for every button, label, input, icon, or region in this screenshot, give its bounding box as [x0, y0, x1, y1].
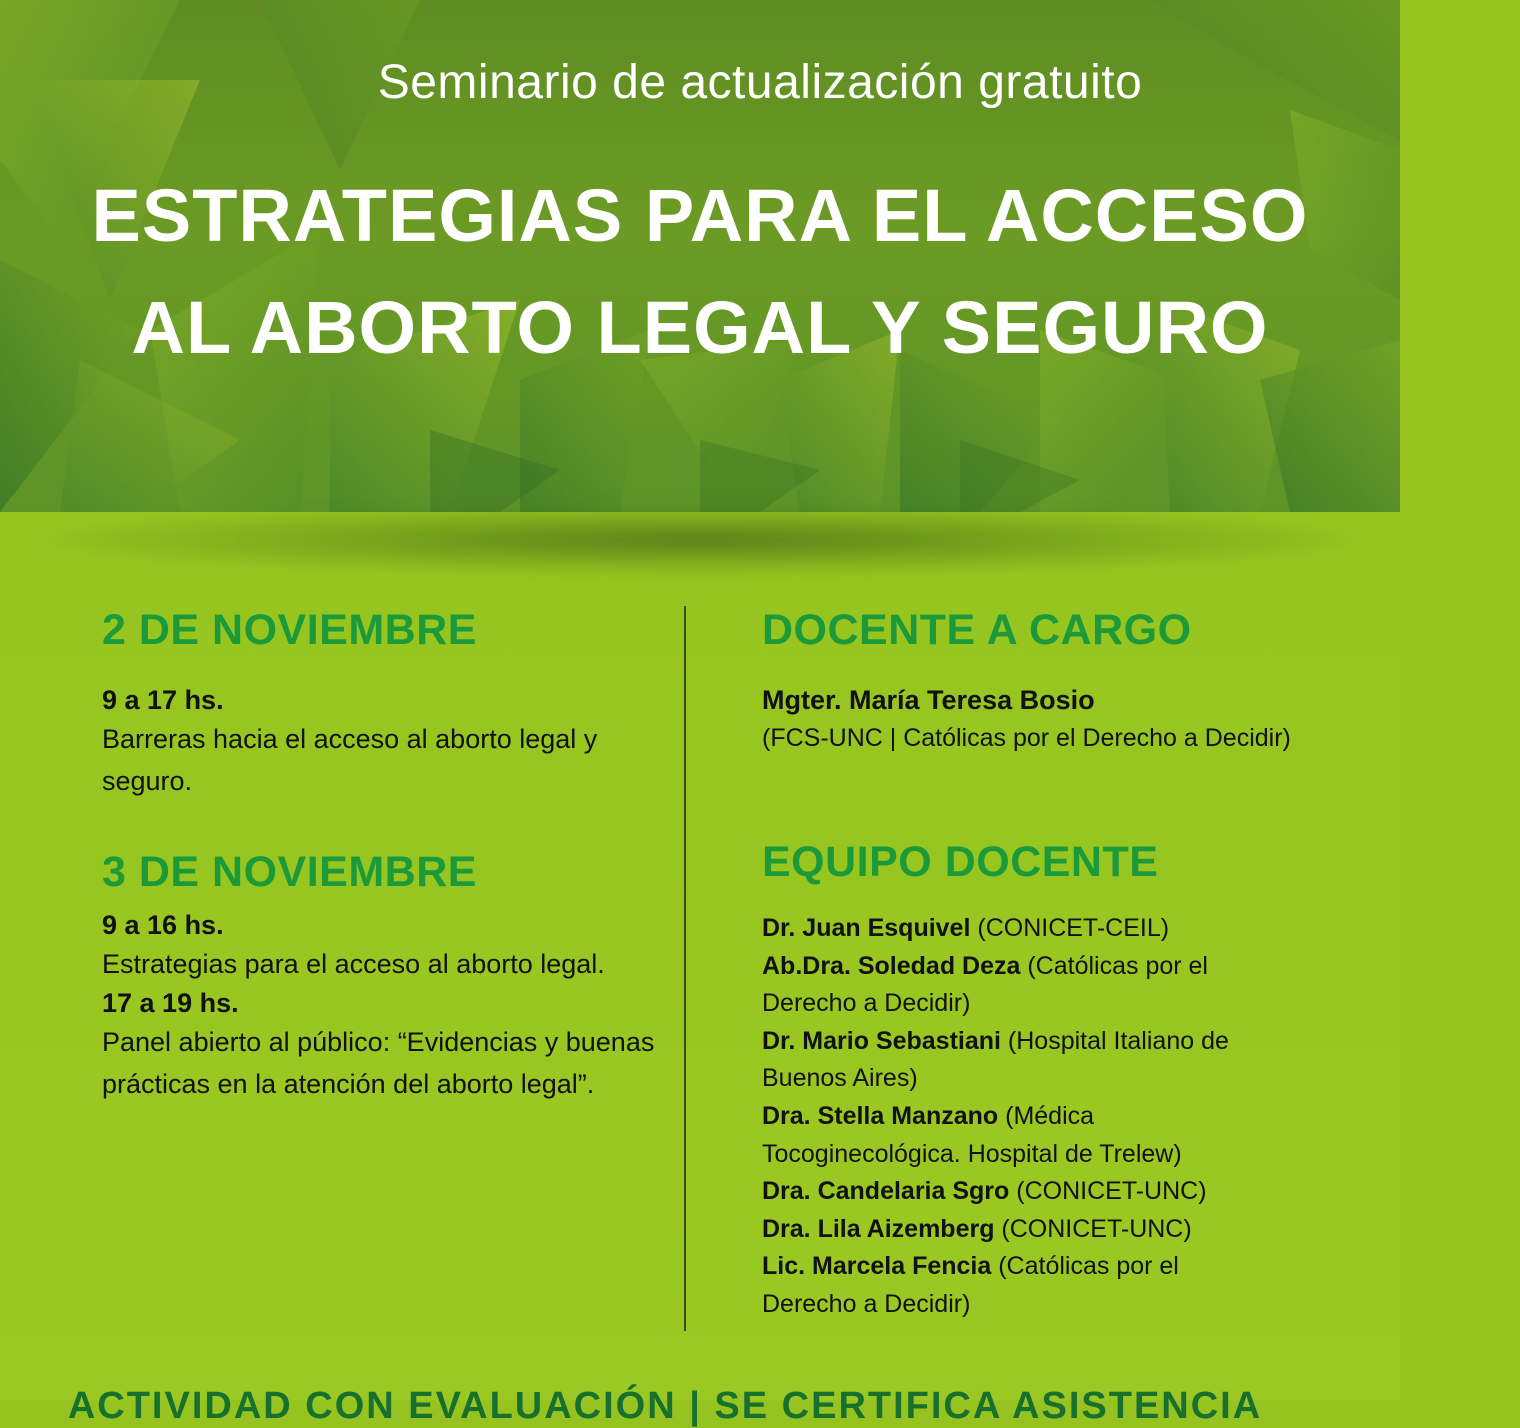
- docente-name: Mgter. María Teresa Bosio: [762, 685, 1095, 715]
- team-member: Dr. Juan Esquivel (CONICET-CEIL): [762, 914, 1170, 942]
- day2-session2-time: 17 a 19 hs.: [102, 988, 239, 1018]
- docente-affiliation: (FCS-UNC | Católicas por el Derecho a Decidir): [762, 724, 1291, 752]
- day2-session2-desc: Panel abierto al público: “Evidencias y buenas prácticas en la atención del aborto legal”.: [102, 1027, 655, 1099]
- day2-heading: 3 DE NOVIEMBRE: [102, 848, 477, 896]
- team-member: Dr. Mario Sebastiani (Hospital Italiano de Buenos Aires): [762, 1026, 1229, 1093]
- column-divider: [684, 606, 686, 1331]
- seminar-subtitle: Seminario de actualización gratuito: [377, 56, 1143, 109]
- team-member: Ab.Dra. Soledad Deza (Católicas por el Derecho a Decidir): [762, 951, 1208, 1018]
- team-member: Dra. Lila Aizemberg (CONICET-UNC): [762, 1214, 1192, 1243]
- day2-session1-time: 9 a 16 hs.: [102, 910, 224, 940]
- equipo-heading: EQUIPO DOCENTE: [762, 838, 1159, 886]
- seminar-title: [0, 160, 1400, 384]
- day1-heading: 2 DE NOVIEMBRE: [102, 606, 477, 654]
- schedule-column: [102, 600, 662, 1105]
- day2-session1-desc: Estrategias para el acceso al aborto legal.: [102, 949, 605, 979]
- team-member: Dra. Candelaria Sgro (CONICET-UNC): [762, 1177, 1207, 1206]
- title-line-1: ESTRATEGIAS PARA EL ACCESO: [91, 174, 1309, 257]
- team-member: Dra. Stella Manzano (Médica Tocoginecológica. Hospital de Trelew): [762, 1101, 1182, 1168]
- day1-session1-time: 9 a 17 hs.: [102, 685, 224, 715]
- teachers-column: [762, 600, 1362, 1324]
- team-member: Lic. Marcela Fencia (Católicas por el Derecho a Decidir): [762, 1252, 1179, 1318]
- title-line-2: AL ABORTO LEGAL Y SEGURO: [131, 286, 1269, 369]
- header-banner: [0, 0, 1400, 512]
- footer-note: ACTIVIDAD CON EVALUACIÓN | SE CERTIFICA ASISTENCIA: [67, 1385, 1263, 1427]
- header-shadow: [40, 505, 1360, 575]
- equipo-list: [762, 910, 1362, 1324]
- docente-heading: DOCENTE A CARGO: [762, 606, 1192, 654]
- day1-session1-desc: Barreras hacia el acceso al aborto legal y seguro.: [102, 724, 598, 796]
